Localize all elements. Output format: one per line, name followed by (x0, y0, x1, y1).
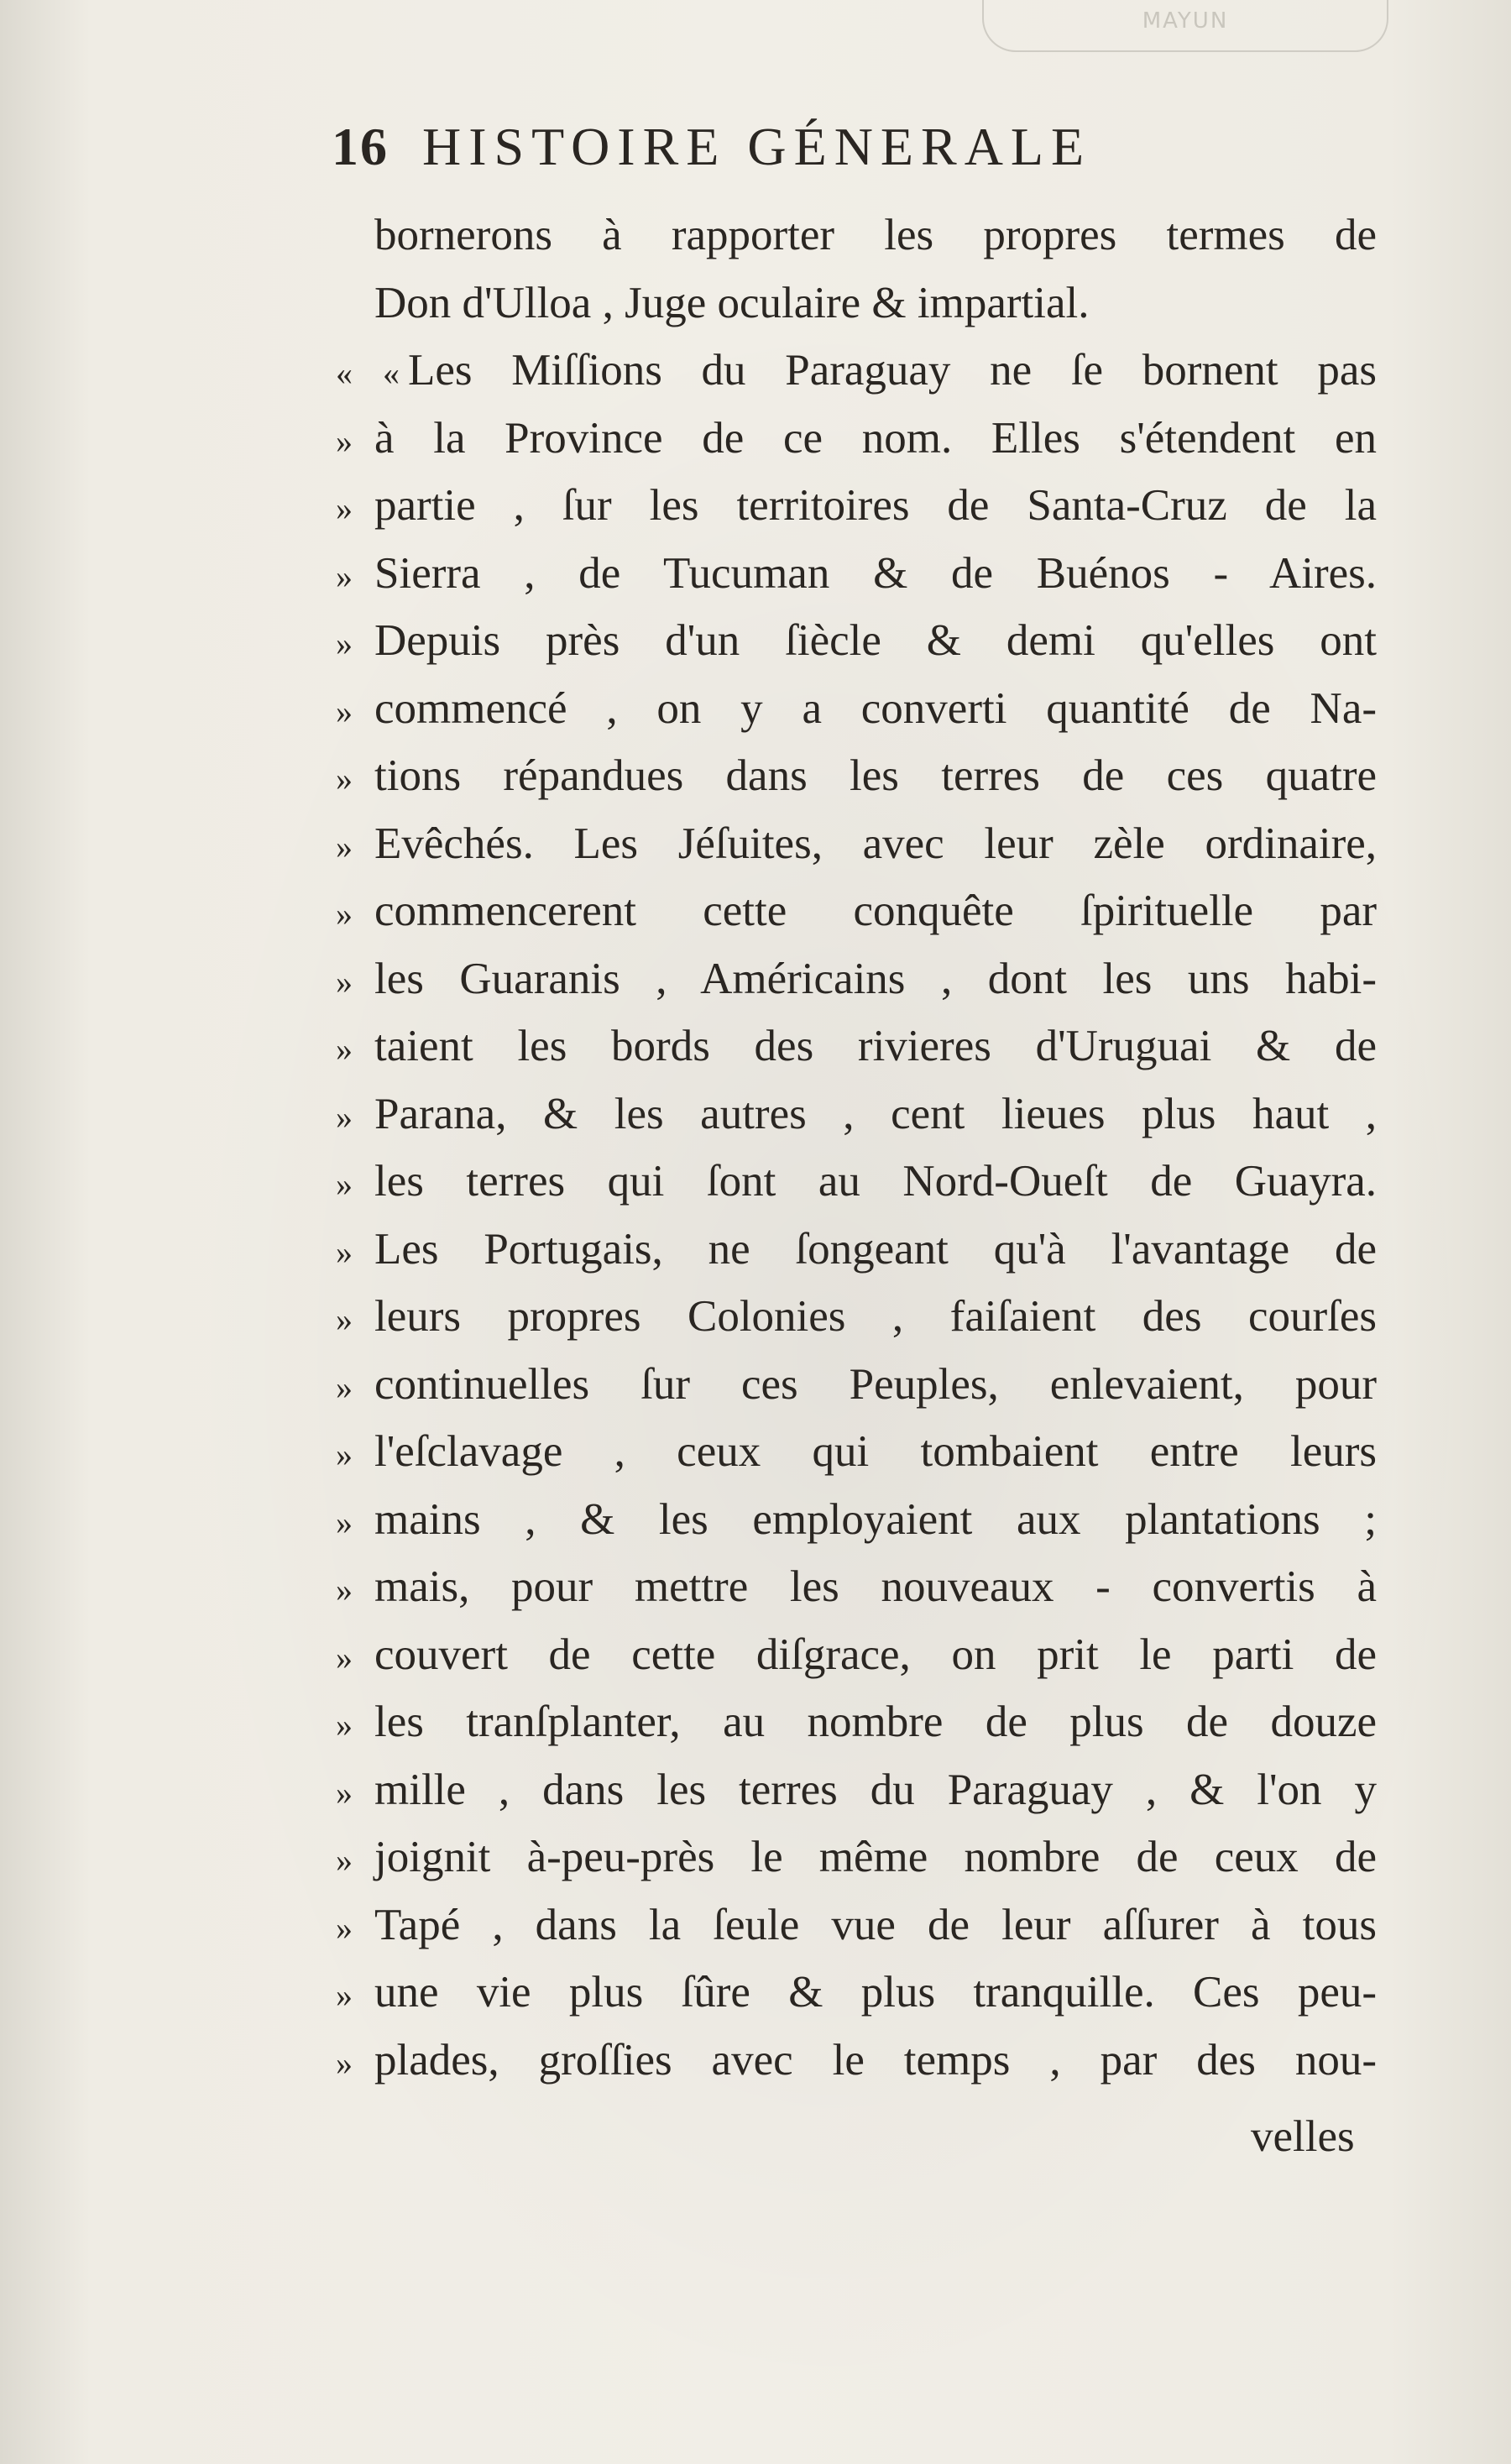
quote-mark: » (336, 1165, 353, 1203)
quote-mark: » (336, 421, 353, 460)
text-line (336, 540, 1377, 608)
running-title: HISTOIRE GÉNERALE (422, 117, 1092, 176)
text-line (336, 472, 1377, 540)
line-text: plades, groſſies avec le temps , par des nou- (374, 2035, 1377, 2085)
quote-mark: » (336, 1571, 353, 1609)
line-text: mille , dans les terres du Paraguay , & l'on y (374, 1765, 1377, 1814)
text-line (336, 945, 1377, 1013)
quote-mark: » (336, 692, 353, 730)
quote-mark: » (336, 1638, 353, 1677)
line-text: Parana, & les autres , cent lieues plus haut , (374, 1089, 1377, 1138)
quote-mark: » (336, 2043, 353, 2082)
paragraph-quote-open: « (383, 354, 400, 392)
line-text: Tapé , dans la ſeule vue de leur aſſurer à tous (374, 1900, 1377, 1949)
line-text-body: Les Miſſions du Paraguay ne ſe bornent pas (408, 346, 1377, 395)
library-stamp: MAYUN (982, 0, 1388, 52)
text-line (336, 1553, 1377, 1621)
line-text: continuelles ſur ces Peuples, enlevaient, pour (374, 1359, 1377, 1409)
text-line (336, 405, 1377, 473)
text-line (336, 1012, 1377, 1080)
quote-mark: » (336, 760, 353, 798)
line-text (336, 337, 1377, 408)
quote-mark: » (336, 1908, 353, 1947)
text-line (336, 1216, 1377, 1284)
line-text: mais, pour mettre les nouveaux - convertis à (374, 1562, 1377, 1611)
text-line (336, 1621, 1377, 1689)
text-line (336, 810, 1377, 878)
text-line (336, 742, 1377, 810)
quote-mark: » (336, 1368, 353, 1406)
page-number: 16 (332, 117, 389, 176)
quote-mark: » (336, 1773, 353, 1812)
line-text: une vie plus ſûre & plus tranquille. Ces peu- (374, 1968, 1377, 2017)
text-line: « « Les Miſſions du Paraguay ne ſe bornent pas (336, 337, 1377, 405)
line-text: à la Province de ce nom. Elles s'étendent en (374, 413, 1377, 463)
quote-mark: » (336, 962, 353, 1001)
text-line (336, 1283, 1377, 1351)
line-text: Don d'Ulloa , Juge oculaire & impartial. (374, 278, 1090, 327)
line-text: bornerons à rapporter les propres termes de (374, 211, 1377, 259)
quote-mark: » (336, 1300, 353, 1338)
line-text: commencerent cette conquête ſpirituelle par (374, 887, 1377, 935)
text-line (336, 1351, 1377, 1419)
quote-mark: » (336, 895, 353, 933)
line-text: l'eſclavage , ceux qui tombaient entre leurs (374, 1427, 1377, 1476)
quote-mark: » (336, 1706, 353, 1744)
quote-mark: » (336, 1503, 353, 1541)
line-text: Les Portugais, ne ſongeant qu'à l'avantage de (374, 1224, 1377, 1274)
line-text: taient les bords des rivieres d'Uruguai & de (374, 1022, 1377, 1070)
text-line (336, 1891, 1377, 1959)
line-text: Evêchés. Les Jéſuites, avec leur zèle ordinaire, (374, 819, 1377, 868)
quote-mark: » (336, 1097, 353, 1136)
line-text: partie , ſur les territoires de Santa-Cruz de la (374, 481, 1377, 530)
quote-mark: » (336, 827, 353, 866)
text-line (336, 1823, 1377, 1891)
line-text: Depuis près d'un ſiècle & demi qu'elles ont (374, 616, 1377, 665)
quote-mark: » (336, 1841, 353, 1879)
text-line (336, 877, 1377, 945)
text-line (336, 269, 1377, 337)
quote-mark: » (336, 1232, 353, 1271)
text-line (336, 201, 1377, 269)
line-text: mains , & les employaient aux plantations ; (374, 1494, 1377, 1544)
quote-mark: » (336, 489, 353, 527)
body-text (336, 201, 1377, 2094)
text-line (336, 1418, 1377, 1486)
text-line (336, 1756, 1377, 1824)
line-text: tions répandues dans les terres de ces quatre (374, 751, 1377, 800)
line-text: les tranſplanter, au nombre de plus de douze (374, 1698, 1377, 1746)
quote-mark: » (336, 1976, 353, 2014)
text-line (336, 607, 1377, 675)
line-text: les terres qui ſont au Nord-Oueſt de Guayra. (374, 1157, 1377, 1206)
text-line (336, 1959, 1377, 2027)
line-text: leurs propres Colonies , faiſaient des courſes (374, 1292, 1377, 1341)
catchword: velles (1251, 2112, 1355, 2161)
text-line (336, 2027, 1377, 2095)
line-text: les Guaranis , Américains , dont les uns habi- (374, 954, 1377, 1003)
text-line (336, 1486, 1377, 1554)
line-text: couvert de cette diſgrace, on prit le parti de (374, 1630, 1377, 1679)
line-text: commencé , on y a converti quantité de Na- (374, 683, 1377, 733)
quote-mark: » (336, 1436, 353, 1473)
quote-mark: » (336, 557, 353, 595)
line-text: Sierra , de Tucuman & de Buénos - Aires. (374, 548, 1377, 598)
quote-mark: » (336, 625, 353, 662)
quote-mark: » (336, 1030, 353, 1068)
text-line (336, 675, 1377, 743)
line-text: joignit à-peu-près le même nombre de ceux de (374, 1833, 1377, 1881)
text-line (336, 1688, 1377, 1756)
running-header (332, 116, 1091, 183)
text-line (336, 1148, 1377, 1216)
text-line (336, 1080, 1377, 1148)
